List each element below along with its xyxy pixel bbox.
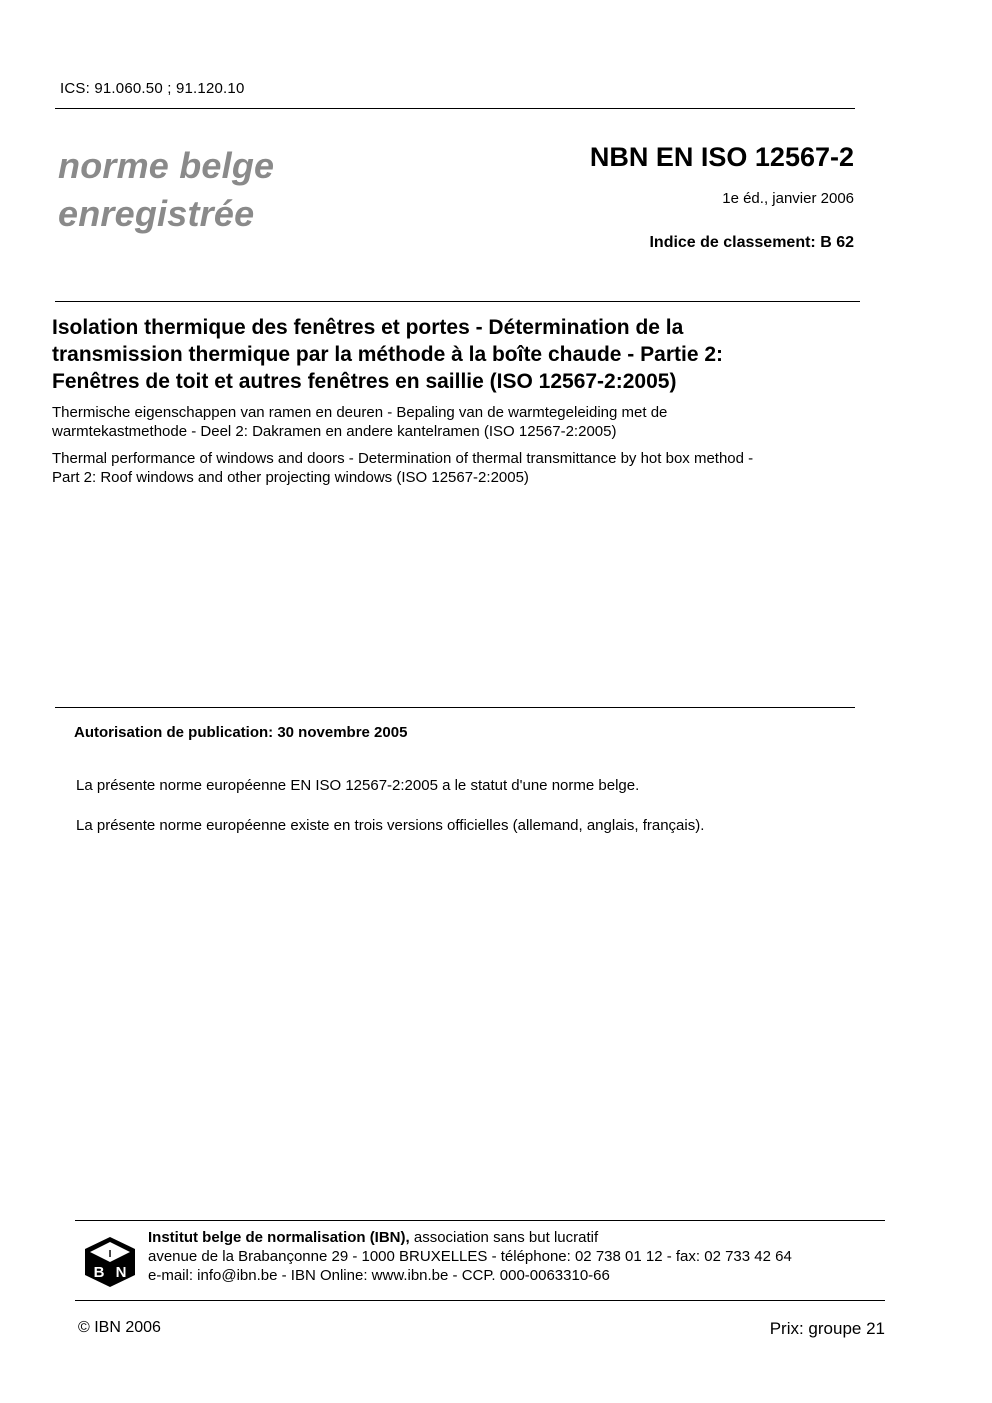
- title-line: Fenêtres de toit et autres fenêtres en saillie (ISO 12567-2:2005): [52, 370, 677, 393]
- title-french: [52, 314, 872, 395]
- standard-number: NBN EN ISO 12567-2: [589, 142, 854, 172]
- copyright: © IBN 2006: [78, 1319, 161, 1336]
- ibn-logo-icon: [84, 1236, 136, 1288]
- svg-text:B: B: [93, 1264, 105, 1281]
- title-english: [52, 449, 872, 487]
- title-line: Thermal performance of windows and doors - Determination of thermal transmittance by hot box method -: [52, 450, 754, 467]
- title-line: Thermische eigenschappen van ramen en deuren - Bepaling van de warmtegeleiding met de: [52, 404, 668, 421]
- institute-name: Institut belge de normalisation (IBN),: [148, 1229, 410, 1246]
- brand-title: [58, 142, 274, 238]
- publication-authorisation: Autorisation de publication: 30 novembre 2005: [74, 724, 408, 741]
- title-line: Isolation thermique des fenêtres et portes - Détermination de la: [52, 316, 684, 339]
- institute-heading: [148, 1228, 792, 1247]
- classification-index: Indice de classement: B 62: [649, 234, 854, 251]
- title-line: transmission thermique par la méthode à la boîte chaude - Partie 2:: [52, 343, 724, 366]
- divider: [75, 1300, 885, 1301]
- ics-codes: ICS: 91.060.50 ; 91.120.10: [60, 80, 245, 97]
- divider: [75, 1220, 885, 1221]
- institute-type: association sans but lucratif: [409, 1229, 599, 1246]
- divider: [55, 707, 855, 708]
- edition-date: 1e éd., janvier 2006: [722, 190, 854, 207]
- divider: [55, 108, 855, 109]
- institute-address: avenue de la Brabançonne 29 - 1000 BRUXELLES - téléphone: 02 738 01 12 - fax: 02 733 42 64: [148, 1248, 792, 1265]
- institute-info: [148, 1228, 792, 1285]
- svg-text:N: N: [115, 1264, 127, 1281]
- title-dutch: [52, 403, 872, 441]
- svg-text:I: I: [108, 1249, 112, 1260]
- versions-paragraph: La présente norme européenne existe en trois versions officielles (allemand, anglais, français).: [76, 817, 705, 834]
- institute-contact: e-mail: info@ibn.be - IBN Online: www.ibn.be - CCP. 000-0063310-66: [148, 1267, 610, 1284]
- status-paragraph: La présente norme européenne EN ISO 12567-2:2005 a le statut d'une norme belge.: [76, 777, 640, 794]
- title-line: warmtekastmethode - Deel 2: Dakramen en andere kantelramen (ISO 12567-2:2005): [52, 423, 617, 440]
- divider: [55, 301, 860, 302]
- title-line: Part 2: Roof windows and other projecting windows (ISO 12567-2:2005): [52, 469, 529, 486]
- brand-line: norme belge: [58, 145, 275, 186]
- brand-line: enregistrée: [58, 193, 255, 234]
- price-group: Prix: groupe 21: [769, 1319, 885, 1338]
